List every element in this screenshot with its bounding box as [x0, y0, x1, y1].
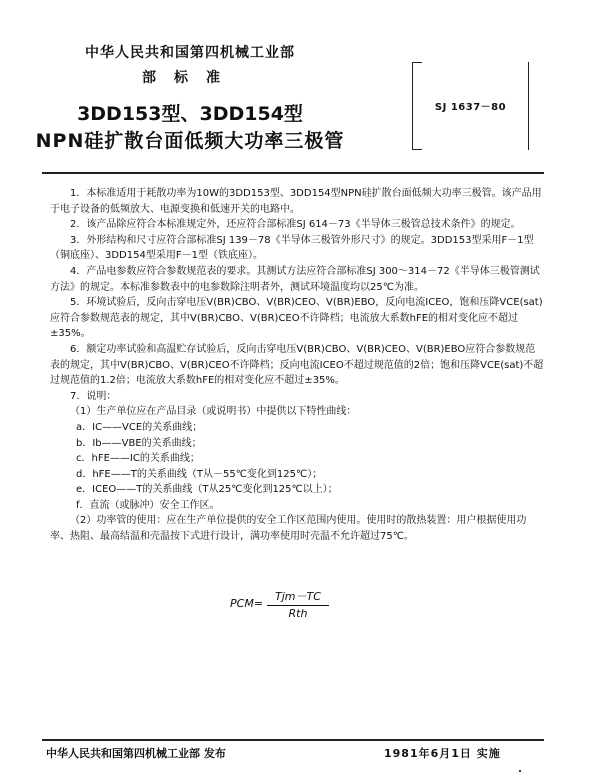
top-divider — [42, 172, 544, 174]
scan-speck — [519, 770, 521, 772]
document-body — [50, 186, 544, 545]
note-1: （1）生产单位应在产品目录（或说明书）中提供以下特性曲线： — [70, 406, 357, 418]
clause-6: 6．额定功率试验和高温贮存试验后，反向击穿电压V(BR)CBO、V(BR)CEO、V(BR)EBO应符合参数规范表的规定，其中V(BR)CBO、V(BR)CEO不许降档；反向电流ICEO不超过规范值的2倍；饱和压降VCE(sat)不超过规范值的1.2倍；电流放大系数hFE的相对变化应不超过±35%。 — [50, 343, 544, 387]
power-formula — [230, 588, 329, 620]
standard-code: SJ 1637－80 — [434, 102, 507, 113]
curve-item-d: d．hFE——T的关系曲线（T从－55℃变化到125℃）； — [76, 468, 323, 480]
formula-equals: = — [253, 597, 264, 610]
curve-item-f: f．直流（或脉冲）安全工作区。 — [76, 499, 220, 511]
note-2: （2）功率管的使用：应在生产单位提供的安全工作区范围内使用。使用时的散热装置：用户根据使用功率、热阻、最高结温和壳温按下式进行设计，满功率使用时壳温不允许超过75℃。 — [50, 515, 527, 543]
clause-5: 5．环境试验后，反向击穿电压V(BR)CBO、V(BR)CEO、V(BR)EBO，反向电流ICEO，饱和压降VCE(sat)应符合参数规范表的规定，其中V(BR)CBO、V(BR)CEO不许降档；电流放大系数hFE的相对变化应不超过±35%。 — [50, 297, 543, 340]
standard-type-heading: 部标准 — [142, 70, 238, 86]
footer-effective-date: 1981年6月1日 实施 — [384, 747, 501, 760]
clause-3: 3．外形结构和尺寸应符合部标准SJ 139－78《半导体三极管外形尺寸》的规定。3DD153型采用F－1型（铜底座）、3DD154型采用F－1型（铁底座）。 — [50, 234, 534, 262]
clause-1: 1．本标准适用于耗散功率为10W的3DD153型、3DD154型NPN硅扩散台面低频大功率三极管。该产品用于电子设备的低频放大、电源变换和低速开关的电路中。 — [50, 188, 542, 215]
bottom-divider — [42, 739, 544, 741]
formula-lhs: PCM — [230, 597, 254, 610]
curve-item-c: c．hFE——IC的关系曲线； — [76, 453, 200, 465]
curve-item-a: a．IC——VCE的关系曲线； — [76, 421, 203, 433]
footer-publisher: 中华人民共和国第四机械工业部 发布 — [46, 747, 226, 760]
document-title-line1: 3DD153型、3DD154型 — [77, 103, 303, 125]
formula-fraction — [267, 588, 329, 620]
clause-2: 2．该产品除应符合本标准规定外，还应符合部标准SJ 614－73《半导体三极管总技术条件》的规定。 — [70, 219, 521, 231]
clause-7: 7．说明： — [70, 390, 117, 402]
formula-numerator: Tjm－TC — [267, 588, 329, 606]
curve-item-b: b．Ib——VBE的关系曲线； — [76, 437, 202, 449]
clause-4: 4．产品电参数应符合参数规范表的要求。其测试方法应符合部标准SJ 300～314－72《半导体三极管测试方法》的规定。本标准参数表中的电参数除注明者外，测试环境温度均以25℃为准。 — [50, 265, 540, 293]
document-title-line2: NPN硅扩散台面低频大功率三极管 — [35, 130, 345, 152]
issuer-heading: 中华人民共和国第四机械工业部 — [85, 45, 295, 61]
curve-item-e: e．ICEO——T的关系曲线（T从25℃变化到125℃以上）； — [76, 484, 338, 496]
formula-denominator: Rth — [288, 607, 308, 620]
